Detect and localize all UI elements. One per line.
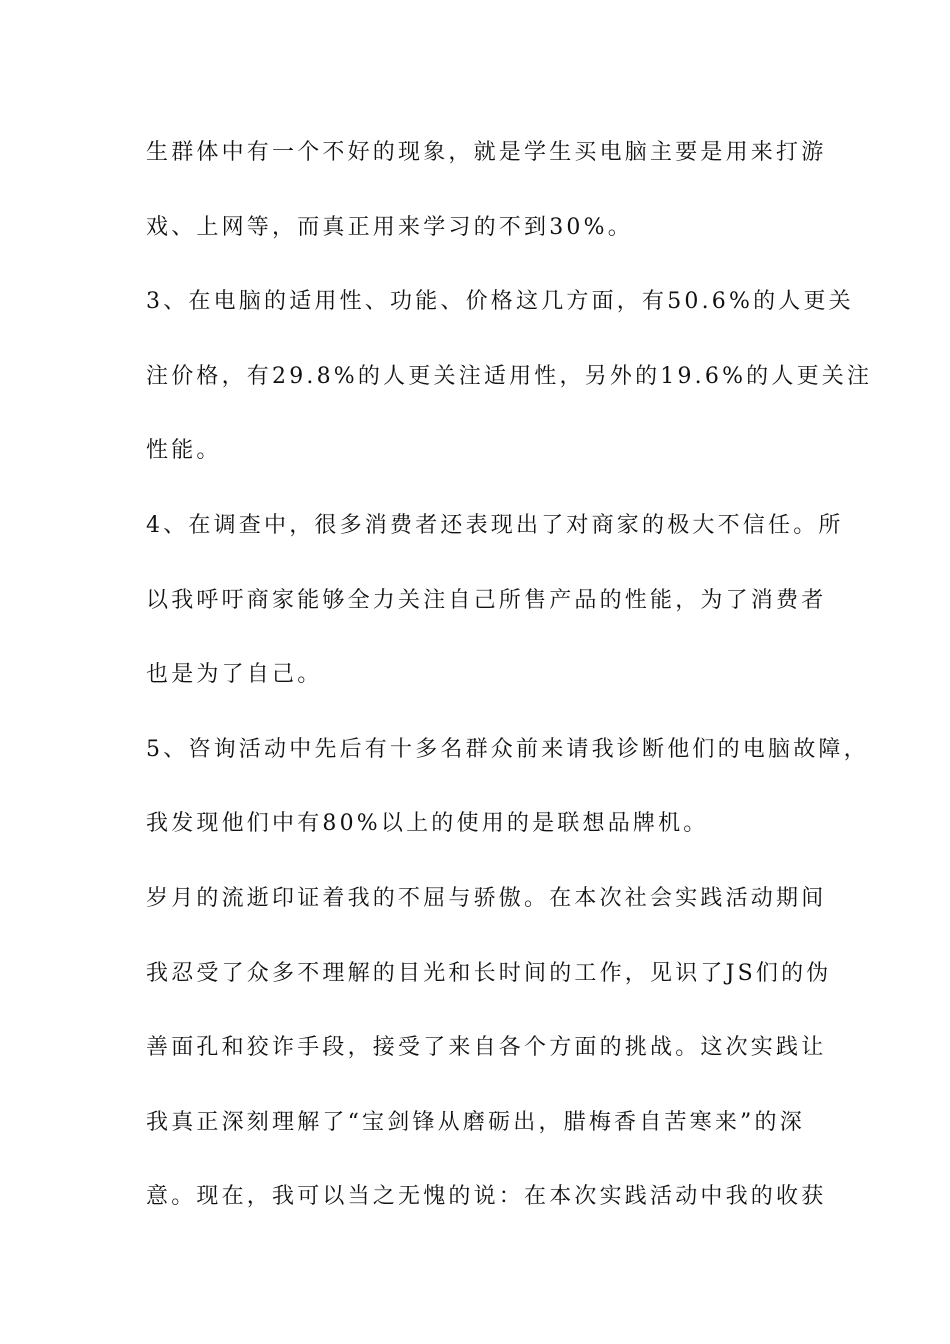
text-line: 性能。 (146, 438, 222, 464)
text-line: 意。现在，我可以当之无愧的说：在本次实践活动中我的收获 (146, 1184, 827, 1210)
text-line: 以我呼吁商家能够全力关注自己所售产品的性能，为了消费者 (146, 587, 827, 613)
text-line: 生群体中有一个不好的现象，就是学生买电脑主要是用来打游 (146, 140, 827, 165)
text-line: 善面孔和狡诈手段，接受了来自各个方面的挑战。这次实践让 (146, 1035, 827, 1061)
text-line: 岁月的流逝印证着我的不屈与骄傲。在本次社会实践活动期间 (146, 885, 827, 911)
text-line: 3、在电脑的适用性、功能、价格这几方面，有50.6%的人更关 (146, 289, 854, 315)
text-line: 5、咨询活动中先后有十多名群众前来请我诊断他们的电脑故障， (146, 736, 869, 762)
text-line: 4、在调查中，很多消费者还表现出了对商家的极大不信任。所 (146, 512, 844, 538)
text-line: 我忍受了众多不理解的目光和长时间的工作，见识了JS们的伪 (146, 960, 832, 986)
body-text (146, 128, 873, 1247)
text-line: 我发现他们中有80%以上的使用的是联想品牌机。 (146, 811, 709, 837)
text-line: 戏、上网等，而真正用来学习的不到30%。 (146, 214, 633, 240)
text-line: 也是为了自己。 (146, 662, 323, 688)
text-line: 我真正深刻理解了“宝剑锋从磨砺出，腊梅香自苦寒来”的深 (146, 1109, 805, 1135)
text-line: 注价格，有29.8%的人更关注适用性，另外的19.6%的人更关注 (146, 363, 873, 389)
